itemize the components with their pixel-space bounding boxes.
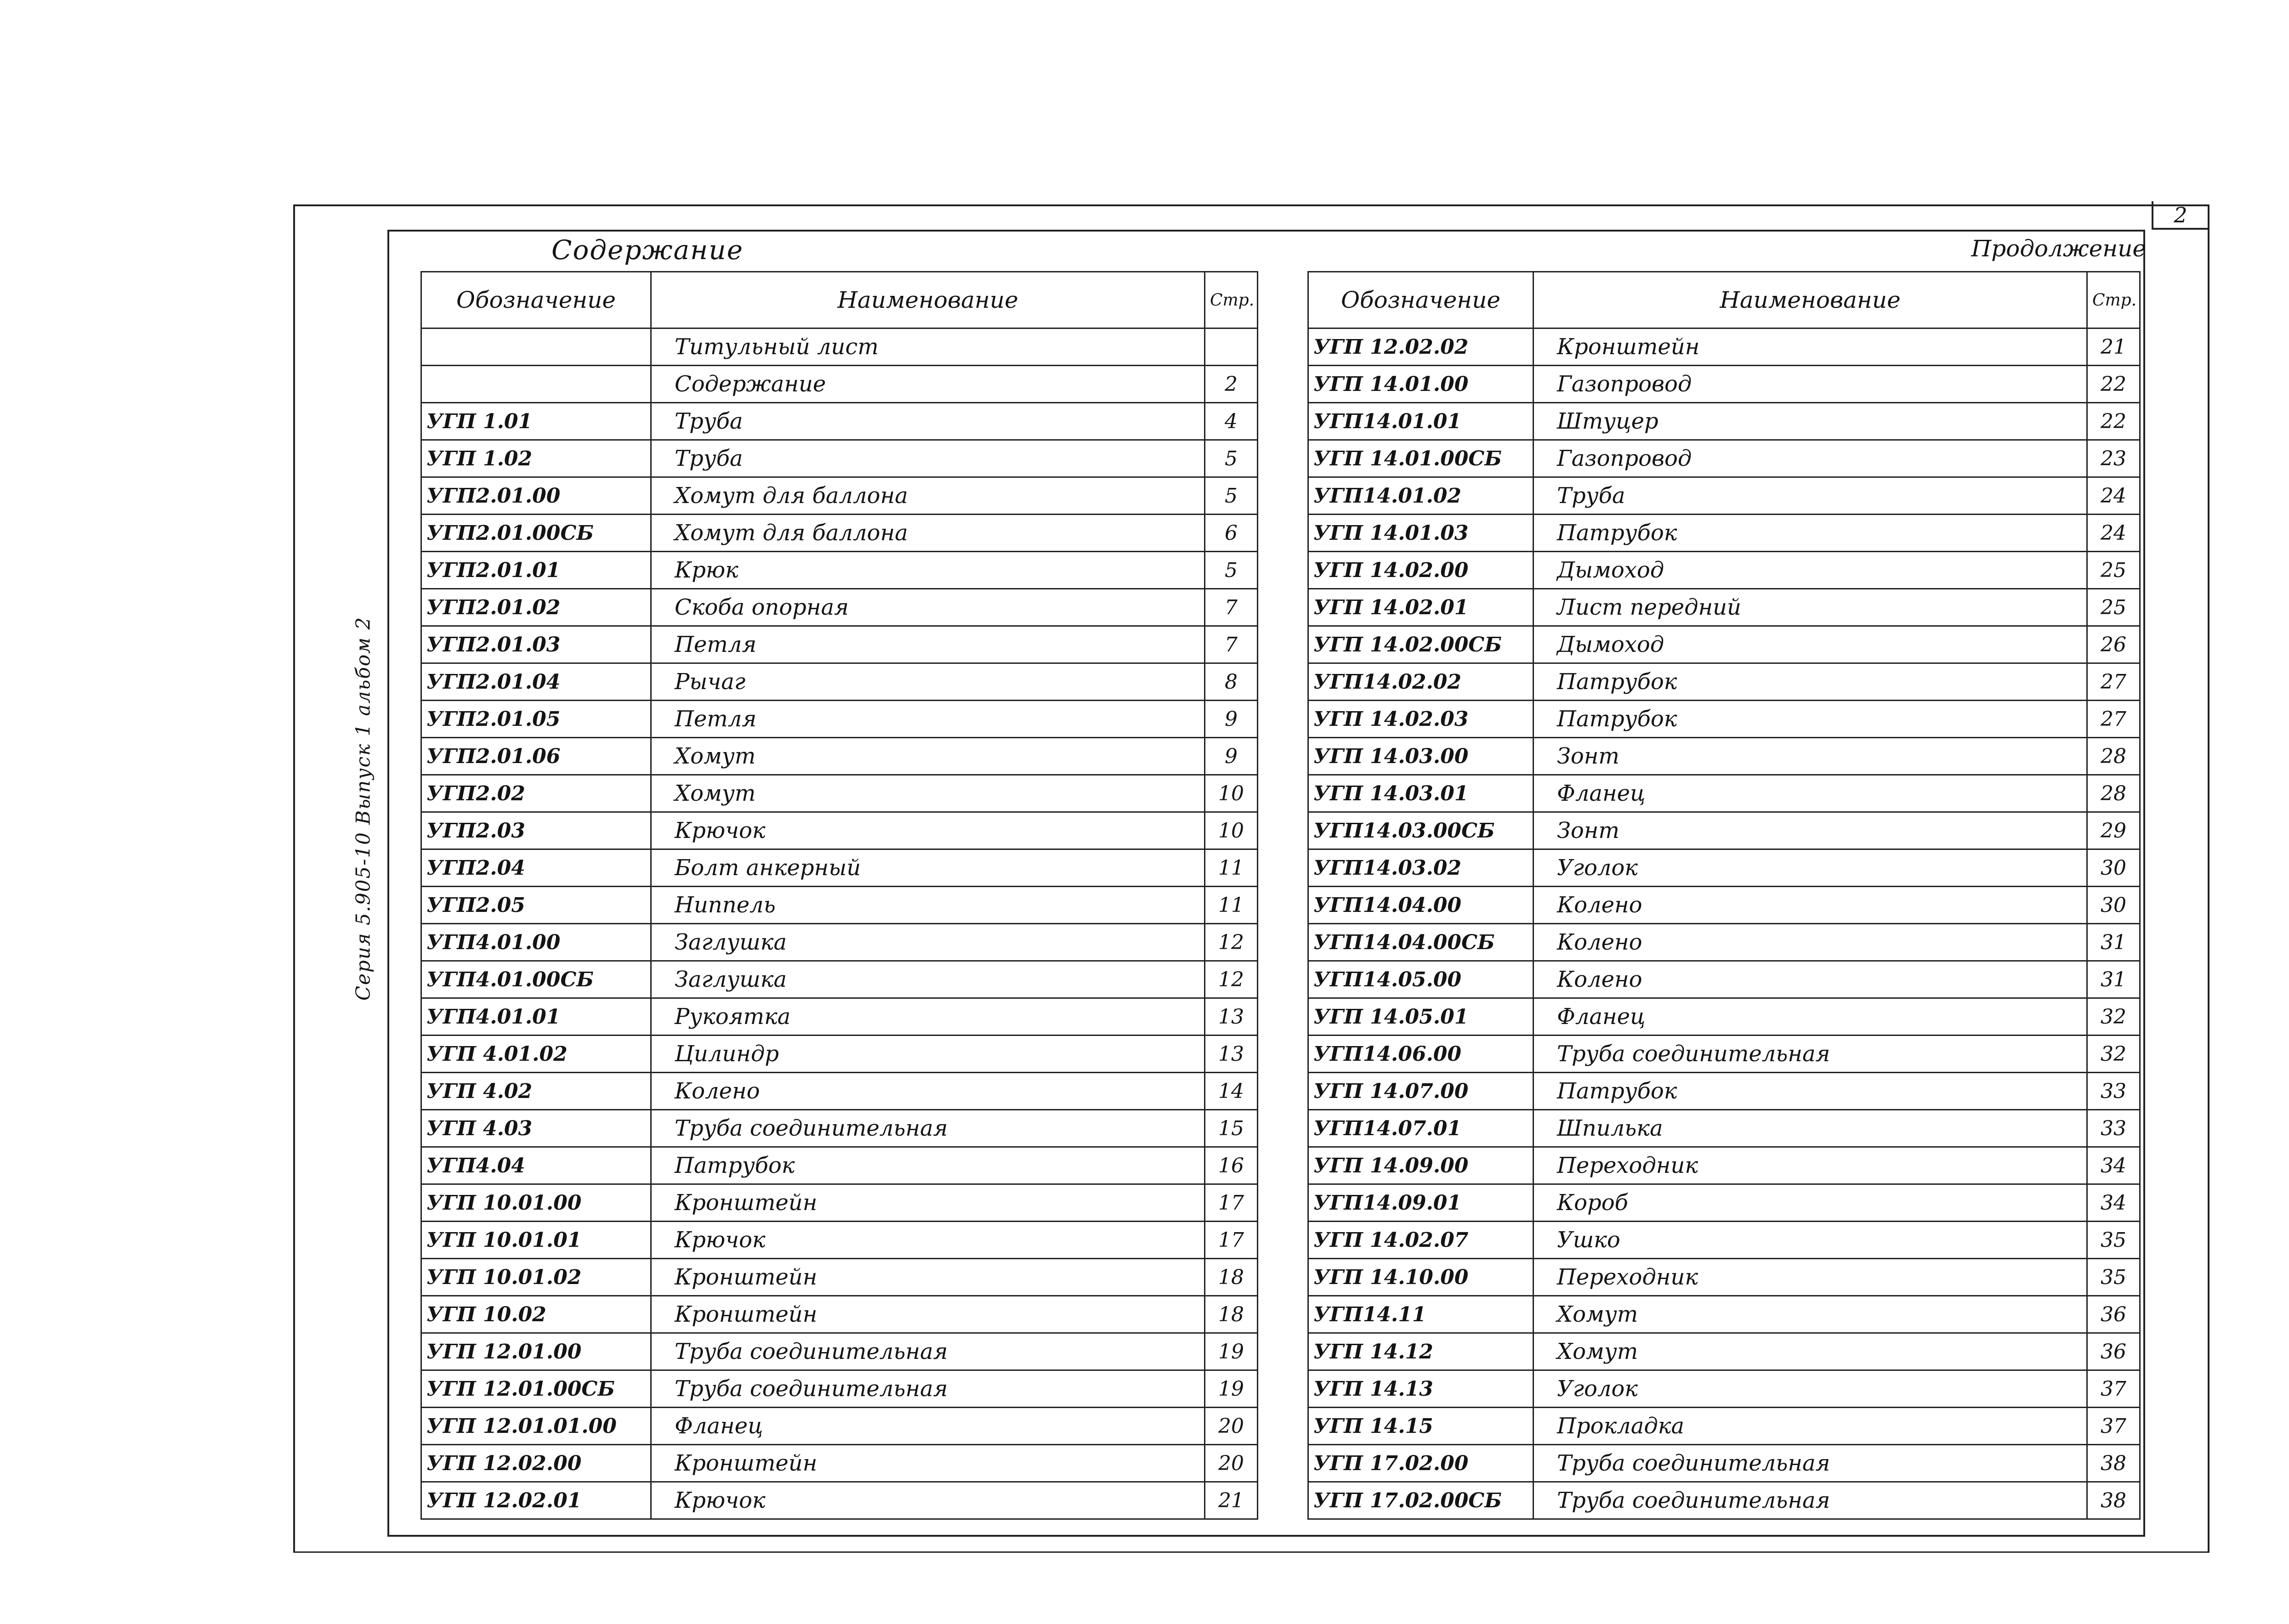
row-name: Ниппель bbox=[651, 887, 1205, 924]
row-code: УГП 12.01.00СБ bbox=[421, 1370, 651, 1408]
row-name: Дымоход bbox=[1534, 552, 2087, 589]
row-code: УГП 14.02.03 bbox=[1308, 701, 1534, 738]
row-name: Труба соединительная bbox=[651, 1333, 1205, 1370]
row-page: 34 bbox=[2087, 1147, 2140, 1184]
table-row bbox=[421, 1482, 1258, 1519]
table-row bbox=[1308, 701, 2140, 738]
table-row bbox=[1308, 626, 2140, 663]
row-code: УГП14.03.02 bbox=[1308, 849, 1534, 887]
table-row bbox=[1308, 1370, 2140, 1408]
row-page: 11 bbox=[1205, 887, 1258, 924]
table-row bbox=[1308, 849, 2140, 887]
table-header-row bbox=[1308, 272, 2140, 328]
table-row bbox=[421, 515, 1258, 552]
row-name: Заглушка bbox=[651, 961, 1205, 998]
row-page: 26 bbox=[2087, 626, 2140, 663]
row-page: 15 bbox=[1205, 1110, 1258, 1147]
table-row bbox=[421, 1222, 1258, 1259]
row-page: 22 bbox=[2087, 403, 2140, 440]
row-name: Кронштейн bbox=[1534, 328, 2087, 366]
table-row bbox=[1308, 589, 2140, 626]
row-code: УГП 12.01.01.00 bbox=[421, 1408, 651, 1445]
row-page: 4 bbox=[1205, 403, 1258, 440]
row-name: Патрубок bbox=[651, 1147, 1205, 1184]
row-page: 5 bbox=[1205, 477, 1258, 515]
row-code: УГП 14.09.00 bbox=[1308, 1147, 1534, 1184]
row-name: Петля bbox=[651, 626, 1205, 663]
row-page: 9 bbox=[1205, 701, 1258, 738]
row-page: 21 bbox=[2087, 328, 2140, 366]
row-name: Труба соединительная bbox=[1534, 1036, 2087, 1073]
row-name: Хомут bbox=[1534, 1333, 2087, 1370]
table-row bbox=[421, 887, 1258, 924]
row-page: 24 bbox=[2087, 477, 2140, 515]
header-name: Наименование bbox=[1534, 272, 2087, 328]
table-row bbox=[421, 924, 1258, 961]
page-number: 2 bbox=[2174, 203, 2187, 227]
row-code: УГП 10.01.00 bbox=[421, 1184, 651, 1222]
row-code: УГП2.01.05 bbox=[421, 701, 651, 738]
row-page: 11 bbox=[1205, 849, 1258, 887]
row-code: УГП 10.02 bbox=[421, 1296, 651, 1333]
table-row bbox=[1308, 552, 2140, 589]
row-code bbox=[421, 328, 651, 366]
row-page: 12 bbox=[1205, 961, 1258, 998]
table-row bbox=[1308, 1445, 2140, 1482]
table-row bbox=[1308, 663, 2140, 701]
row-page: 18 bbox=[1205, 1296, 1258, 1333]
row-code: УГП 12.01.00 bbox=[421, 1333, 651, 1370]
row-page: 7 bbox=[1205, 589, 1258, 626]
row-code: УГП 14.10.00 bbox=[1308, 1259, 1534, 1296]
row-code: УГП 4.03 bbox=[421, 1110, 651, 1147]
row-code: УГП2.01.02 bbox=[421, 589, 651, 626]
table-row bbox=[1308, 1482, 2140, 1519]
row-page: 14 bbox=[1205, 1073, 1258, 1110]
table-row bbox=[421, 1184, 1258, 1222]
row-name: Штуцер bbox=[1534, 403, 2087, 440]
row-code: УГП 14.01.03 bbox=[1308, 515, 1534, 552]
row-page: 31 bbox=[2087, 924, 2140, 961]
row-code: УГП 4.01.02 bbox=[421, 1036, 651, 1073]
table-row bbox=[421, 961, 1258, 998]
row-page: 36 bbox=[2087, 1333, 2140, 1370]
row-name: Петля bbox=[651, 701, 1205, 738]
document-title: Содержание bbox=[551, 234, 744, 266]
table-row bbox=[421, 328, 1258, 366]
row-code: УГП 17.02.00СБ bbox=[1308, 1482, 1534, 1519]
row-name: Прокладка bbox=[1534, 1408, 2087, 1445]
table-row bbox=[1308, 1408, 2140, 1445]
row-name: Содержание bbox=[651, 366, 1205, 403]
row-code: УГП2.01.06 bbox=[421, 738, 651, 775]
row-code: УГП14.03.00СБ bbox=[1308, 812, 1534, 849]
table-row bbox=[1308, 961, 2140, 998]
row-page: 5 bbox=[1205, 552, 1258, 589]
table-row bbox=[421, 626, 1258, 663]
table-row bbox=[421, 849, 1258, 887]
row-page: 13 bbox=[1205, 1036, 1258, 1073]
row-page: 12 bbox=[1205, 924, 1258, 961]
table-row bbox=[421, 812, 1258, 849]
table-row bbox=[1308, 1036, 2140, 1073]
row-name: Колено bbox=[1534, 924, 2087, 961]
row-page: 36 bbox=[2087, 1296, 2140, 1333]
row-page: 27 bbox=[2087, 663, 2140, 701]
table-row bbox=[421, 701, 1258, 738]
row-name: Кронштейн bbox=[651, 1445, 1205, 1482]
row-page: 29 bbox=[2087, 812, 2140, 849]
table-row bbox=[1308, 738, 2140, 775]
row-name: Шпилька bbox=[1534, 1110, 2087, 1147]
contents-rows-left bbox=[421, 328, 1258, 1519]
header-code: Обозначение bbox=[1308, 272, 1534, 328]
table-row bbox=[1308, 887, 2140, 924]
table-row bbox=[421, 440, 1258, 477]
row-name: Хомут для баллона bbox=[651, 477, 1205, 515]
table-header-row bbox=[421, 272, 1258, 328]
row-code: УГП14.01.01 bbox=[1308, 403, 1534, 440]
row-code: УГП2.03 bbox=[421, 812, 651, 849]
row-code: УГП14.04.00СБ bbox=[1308, 924, 1534, 961]
row-name: Фланец bbox=[1534, 998, 2087, 1036]
row-code: УГП 12.02.00 bbox=[421, 1445, 651, 1482]
row-page: 37 bbox=[2087, 1370, 2140, 1408]
row-name: Кронштейн bbox=[651, 1296, 1205, 1333]
row-code: УГП14.06.00 bbox=[1308, 1036, 1534, 1073]
row-name: Скоба опорная bbox=[651, 589, 1205, 626]
table-row bbox=[1308, 1222, 2140, 1259]
row-code: УГП 14.13 bbox=[1308, 1370, 1534, 1408]
header-code: Обозначение bbox=[421, 272, 651, 328]
row-page: 10 bbox=[1205, 775, 1258, 812]
series-side-stamp: Серия 5.905-10 Выпуск 1 альбом 2 bbox=[352, 616, 375, 1001]
row-code: УГП14.05.00 bbox=[1308, 961, 1534, 998]
table-row bbox=[421, 477, 1258, 515]
row-name: Зонт bbox=[1534, 738, 2087, 775]
row-name: Крючок bbox=[651, 1482, 1205, 1519]
row-page: 5 bbox=[1205, 440, 1258, 477]
row-name: Колено bbox=[1534, 961, 2087, 998]
row-name: Крюк bbox=[651, 552, 1205, 589]
table-row bbox=[421, 1073, 1258, 1110]
row-name: Зонт bbox=[1534, 812, 2087, 849]
row-page: 18 bbox=[1205, 1259, 1258, 1296]
table-row bbox=[421, 998, 1258, 1036]
contents-table-left bbox=[420, 271, 1258, 1520]
row-page: 22 bbox=[2087, 366, 2140, 403]
row-code: УГП2.04 bbox=[421, 849, 651, 887]
row-code bbox=[421, 366, 651, 403]
row-name: Крючок bbox=[651, 1222, 1205, 1259]
row-code: УГП4.01.00 bbox=[421, 924, 651, 961]
row-code: УГП14.09.01 bbox=[1308, 1184, 1534, 1222]
table-row bbox=[421, 1110, 1258, 1147]
row-name: Кронштейн bbox=[651, 1184, 1205, 1222]
table-row bbox=[1308, 1184, 2140, 1222]
table-row bbox=[1308, 403, 2140, 440]
row-name: Ушко bbox=[1534, 1222, 2087, 1259]
table-row bbox=[421, 1370, 1258, 1408]
table-row bbox=[421, 775, 1258, 812]
row-name: Труба соединительная bbox=[1534, 1445, 2087, 1482]
table-row bbox=[1308, 998, 2140, 1036]
row-name: Фланец bbox=[1534, 775, 2087, 812]
row-name: Крючок bbox=[651, 812, 1205, 849]
row-page: 17 bbox=[1205, 1222, 1258, 1259]
row-name: Колено bbox=[651, 1073, 1205, 1110]
row-code: УГП2.01.03 bbox=[421, 626, 651, 663]
row-code: УГП 14.02.00СБ bbox=[1308, 626, 1534, 663]
row-page: 35 bbox=[2087, 1259, 2140, 1296]
table-row bbox=[1308, 515, 2140, 552]
row-name: Фланец bbox=[651, 1408, 1205, 1445]
continuation-label: Продолжение bbox=[1971, 235, 2146, 262]
row-page: 21 bbox=[1205, 1482, 1258, 1519]
row-code: УГП 14.02.01 bbox=[1308, 589, 1534, 626]
row-code: УГП4.01.00СБ bbox=[421, 961, 651, 998]
row-page: 28 bbox=[2087, 738, 2140, 775]
table-row bbox=[421, 1036, 1258, 1073]
row-page: 34 bbox=[2087, 1184, 2140, 1222]
row-code: УГП 14.03.01 bbox=[1308, 775, 1534, 812]
row-code: УГП 14.02.00 bbox=[1308, 552, 1534, 589]
table-row bbox=[1308, 477, 2140, 515]
row-code: УГП4.01.01 bbox=[421, 998, 651, 1036]
row-page: 32 bbox=[2087, 998, 2140, 1036]
table-row bbox=[1308, 366, 2140, 403]
row-page: 30 bbox=[2087, 887, 2140, 924]
row-name: Хомут bbox=[1534, 1296, 2087, 1333]
table-row bbox=[1308, 1147, 2140, 1184]
row-page: 17 bbox=[1205, 1184, 1258, 1222]
row-name: Лист передний bbox=[1534, 589, 2087, 626]
table-row bbox=[421, 1333, 1258, 1370]
row-code: УГП 12.02.01 bbox=[421, 1482, 651, 1519]
row-code: УГП 14.03.00 bbox=[1308, 738, 1534, 775]
row-page: 30 bbox=[2087, 849, 2140, 887]
table-row bbox=[421, 1296, 1258, 1333]
row-page: 19 bbox=[1205, 1370, 1258, 1408]
row-page: 7 bbox=[1205, 626, 1258, 663]
table-row bbox=[1308, 1296, 2140, 1333]
table-row bbox=[1308, 328, 2140, 366]
row-name: Хомут bbox=[651, 738, 1205, 775]
row-page: 31 bbox=[2087, 961, 2140, 998]
row-page: 37 bbox=[2087, 1408, 2140, 1445]
row-page: 38 bbox=[2087, 1482, 2140, 1519]
row-page: 16 bbox=[1205, 1147, 1258, 1184]
row-page: 8 bbox=[1205, 663, 1258, 701]
row-name: Хомут bbox=[651, 775, 1205, 812]
table-row bbox=[1308, 440, 2140, 477]
table-row bbox=[421, 1147, 1258, 1184]
row-code: УГП 10.01.01 bbox=[421, 1222, 651, 1259]
row-name: Титульный лист bbox=[651, 328, 1205, 366]
row-page: 25 bbox=[2087, 589, 2140, 626]
row-name: Патрубок bbox=[1534, 515, 2087, 552]
row-name: Хомут для баллона bbox=[651, 515, 1205, 552]
row-name: Патрубок bbox=[1534, 663, 2087, 701]
table-row bbox=[421, 738, 1258, 775]
table-row bbox=[1308, 812, 2140, 849]
row-code: УГП 12.02.02 bbox=[1308, 328, 1534, 366]
row-name: Патрубок bbox=[1534, 701, 2087, 738]
row-code: УГП14.02.02 bbox=[1308, 663, 1534, 701]
table-row bbox=[421, 1259, 1258, 1296]
row-code: УГП 4.02 bbox=[421, 1073, 651, 1110]
row-name: Переходник bbox=[1534, 1147, 2087, 1184]
header-name: Наименование bbox=[651, 272, 1205, 328]
row-name: Колено bbox=[1534, 887, 2087, 924]
row-name: Переходник bbox=[1534, 1259, 2087, 1296]
row-page: 33 bbox=[2087, 1073, 2140, 1110]
row-code: УГП2.02 bbox=[421, 775, 651, 812]
row-code: УГП2.01.04 bbox=[421, 663, 651, 701]
row-name: Газопровод bbox=[1534, 440, 2087, 477]
row-page: 32 bbox=[2087, 1036, 2140, 1073]
row-name: Труба соединительная bbox=[1534, 1482, 2087, 1519]
table-row bbox=[421, 663, 1258, 701]
row-name: Патрубок bbox=[1534, 1073, 2087, 1110]
row-code: УГП2.01.00СБ bbox=[421, 515, 651, 552]
row-name: Уголок bbox=[1534, 1370, 2087, 1408]
row-name: Уголок bbox=[1534, 849, 2087, 887]
row-code: УГП 14.12 bbox=[1308, 1333, 1534, 1370]
table-row bbox=[421, 589, 1258, 626]
row-code: УГП4.04 bbox=[421, 1147, 651, 1184]
row-name: Кронштейн bbox=[651, 1259, 1205, 1296]
row-name: Болт анкерный bbox=[651, 849, 1205, 887]
table-row bbox=[1308, 775, 2140, 812]
row-name: Труба bbox=[651, 440, 1205, 477]
table-row bbox=[1308, 1110, 2140, 1147]
row-page: 25 bbox=[2087, 552, 2140, 589]
row-code: УГП14.07.01 bbox=[1308, 1110, 1534, 1147]
table-row bbox=[421, 1445, 1258, 1482]
table-row bbox=[1308, 1333, 2140, 1370]
row-name: Короб bbox=[1534, 1184, 2087, 1222]
row-name: Цилиндр bbox=[651, 1036, 1205, 1073]
row-code: УГП2.01.01 bbox=[421, 552, 651, 589]
contents-table-right bbox=[1307, 271, 2141, 1520]
row-code: УГП14.01.02 bbox=[1308, 477, 1534, 515]
table-row bbox=[421, 366, 1258, 403]
row-name: Труба bbox=[651, 403, 1205, 440]
row-page: 6 bbox=[1205, 515, 1258, 552]
row-page: 9 bbox=[1205, 738, 1258, 775]
table-row bbox=[421, 403, 1258, 440]
row-code: УГП 14.01.00 bbox=[1308, 366, 1534, 403]
row-name: Рукоятка bbox=[651, 998, 1205, 1036]
row-page bbox=[1205, 328, 1258, 366]
row-code: УГП 14.07.00 bbox=[1308, 1073, 1534, 1110]
row-code: УГП 1.01 bbox=[421, 403, 651, 440]
row-code: УГП 1.02 bbox=[421, 440, 651, 477]
row-code: УГП 10.01.02 bbox=[421, 1259, 651, 1296]
row-page: 20 bbox=[1205, 1445, 1258, 1482]
row-page: 13 bbox=[1205, 998, 1258, 1036]
row-page: 33 bbox=[2087, 1110, 2140, 1147]
row-code: УГП 17.02.00 bbox=[1308, 1445, 1534, 1482]
row-page: 27 bbox=[2087, 701, 2140, 738]
table-row bbox=[421, 552, 1258, 589]
table-row bbox=[1308, 1259, 2140, 1296]
row-name: Газопровод bbox=[1534, 366, 2087, 403]
row-page: 38 bbox=[2087, 1445, 2140, 1482]
row-page: 10 bbox=[1205, 812, 1258, 849]
row-code: УГП 14.01.00СБ bbox=[1308, 440, 1534, 477]
row-page: 20 bbox=[1205, 1408, 1258, 1445]
row-code: УГП2.01.00 bbox=[421, 477, 651, 515]
row-code: УГП2.05 bbox=[421, 887, 651, 924]
row-name: Дымоход bbox=[1534, 626, 2087, 663]
row-code: УГП14.04.00 bbox=[1308, 887, 1534, 924]
row-code: УГП14.11 bbox=[1308, 1296, 1534, 1333]
row-name: Труба bbox=[1534, 477, 2087, 515]
row-name: Рычаг bbox=[651, 663, 1205, 701]
header-page: Стр. bbox=[2087, 272, 2140, 328]
table-row bbox=[1308, 924, 2140, 961]
row-page: 2 bbox=[1205, 366, 1258, 403]
row-page: 24 bbox=[2087, 515, 2140, 552]
header-page: Стр. bbox=[1205, 272, 1258, 328]
table-row bbox=[1308, 1073, 2140, 1110]
row-name: Труба соединительная bbox=[651, 1110, 1205, 1147]
row-page: 19 bbox=[1205, 1333, 1258, 1370]
row-code: УГП 14.05.01 bbox=[1308, 998, 1534, 1036]
row-page: 35 bbox=[2087, 1222, 2140, 1259]
table-row bbox=[421, 1408, 1258, 1445]
contents-rows-right bbox=[1308, 328, 2140, 1519]
row-page: 28 bbox=[2087, 775, 2140, 812]
row-code: УГП 14.02.07 bbox=[1308, 1222, 1534, 1259]
row-name: Труба соединительная bbox=[651, 1370, 1205, 1408]
row-name: Заглушка bbox=[651, 924, 1205, 961]
row-page: 23 bbox=[2087, 440, 2140, 477]
row-code: УГП 14.15 bbox=[1308, 1408, 1534, 1445]
